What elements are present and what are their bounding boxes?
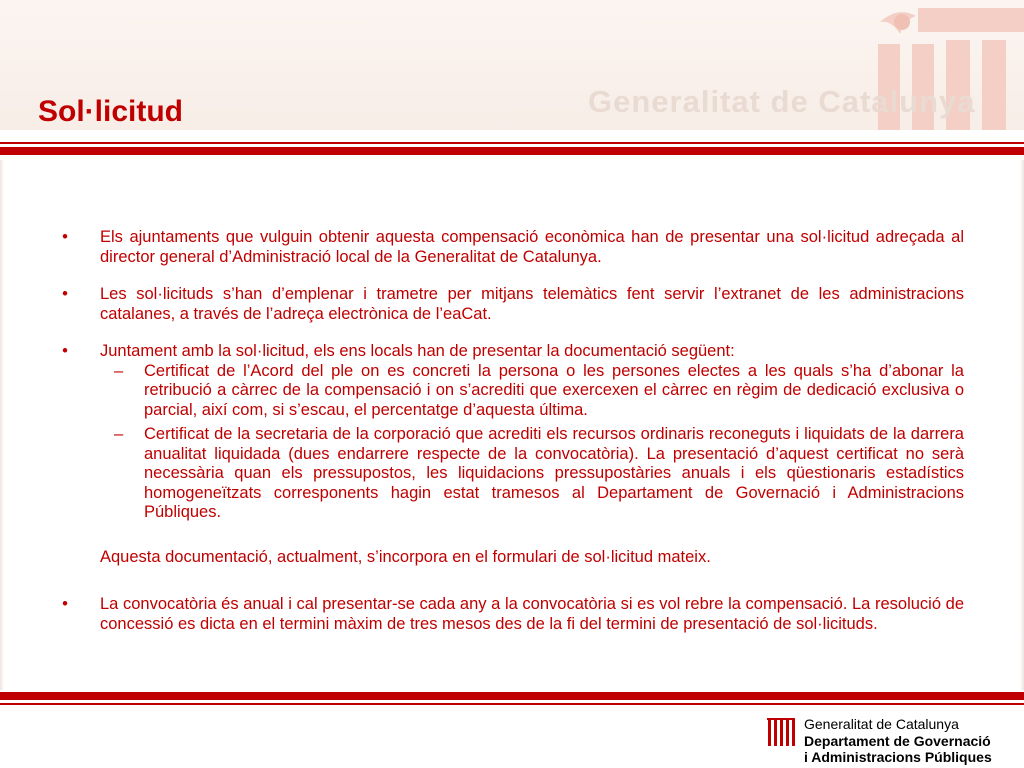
footer-line-generalitat: Generalitat de Catalunya xyxy=(804,716,959,732)
bullet-text: Juntament amb la sol·licitud, els ens locals han de presentar la documentació següent: xyxy=(100,342,735,360)
header-divider-thick xyxy=(0,147,1024,155)
bullet-symbol: • xyxy=(62,228,68,246)
bullet-item xyxy=(58,595,964,634)
sub-item-text: Certificat de la secretaria de la corporació que acrediti els recursos ordinaris reconeguts i liquidats de la darrera anualitat liquidada (dues endarrere respecte de la convocatòria). La presentació d’aquest certificat no serà necessària quan els pressupostos, les liquidacions pressupostàries anuals i els qüestionaris estadístics homogeneïtzats corresponents hagin estat tramesos al Departament de Governació i Administracions Públiques. xyxy=(144,425,964,521)
sub-item xyxy=(58,362,964,421)
header-divider-thin xyxy=(0,142,1024,144)
bullet-item xyxy=(58,285,964,324)
page-title: Sol·licitud xyxy=(38,95,183,128)
sub-item-text: Certificat de l’Acord del ple on es concreti la persona o les persones electes a les quals s’ha d’abonar la retribució a càrrec de la compensació i on s’acrediti que exercexen el càrrec en règim de dedicació exclusiva o parcial, així com, si s’escau, el percentatge d’aquesta última. xyxy=(144,361,964,419)
dash-symbol: – xyxy=(114,425,124,443)
bullet-symbol: • xyxy=(62,342,68,360)
sub-item xyxy=(58,425,964,523)
footer-line-department: Departament de Governació xyxy=(804,732,991,749)
bullet-text: Les sol·licituds s’han d’emplenar i trametre per mitjans telemàtics fent servir l’extranet de les administracions catalanes, a través de l’adreça electrònica de l’eaCat. xyxy=(100,285,964,323)
dash-symbol: – xyxy=(114,361,124,380)
bullet-symbol: • xyxy=(62,285,68,303)
bullet-text: Els ajuntaments que vulguin obtenir aquesta compensació econòmica han de presentar una sol·licitud adreçada al director general d’Administració local de la Generalitat de Catalunya. xyxy=(100,228,964,266)
slide-body xyxy=(58,228,964,652)
footer-org xyxy=(804,716,992,766)
right-edge-shade xyxy=(1020,160,1024,690)
bullet-symbol: • xyxy=(62,595,68,613)
footer-line-administrations: i Administracions Públiques xyxy=(804,749,992,765)
footer-divider-thick xyxy=(0,692,1024,700)
left-edge-shade xyxy=(0,160,4,690)
generalitat-logo-icon xyxy=(766,716,796,750)
footer-divider-thin xyxy=(0,703,1024,705)
bullet-item xyxy=(58,342,964,362)
bullet-item xyxy=(58,228,964,267)
documentation-note: Aquesta documentació, actualment, s’incorpora en el formulari de sol·licitud mateix. xyxy=(100,547,711,566)
bullet-text: La convocatòria és anual i cal presentar-se cada any a la convocatòria si es vol rebre la compensació. La resolució de concessió es dicta en el termini màxim de tres mesos des de la fi del termini de presentació de sol·licituds. xyxy=(100,595,964,633)
header-watermark-text: Generalitat de Catalunya xyxy=(588,84,976,119)
